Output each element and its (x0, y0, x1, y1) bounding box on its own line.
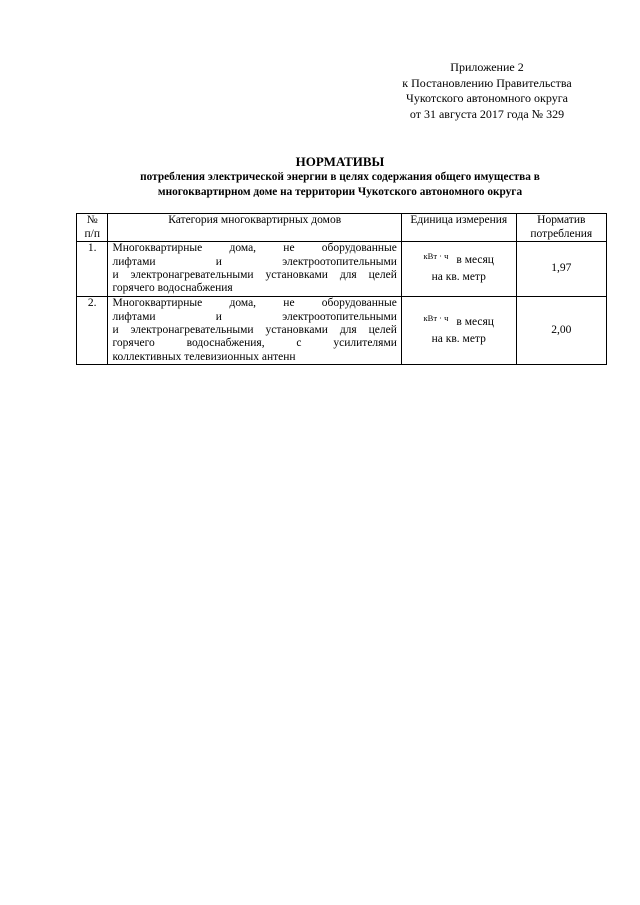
table-header-row (77, 214, 607, 242)
row-norm-value: 1,97 (516, 242, 606, 297)
category-line: лифтами и электроотопительными (112, 310, 397, 323)
annex-reference (380, 60, 594, 122)
row-norm-value: 2,00 (516, 297, 606, 365)
row-number: 2. (77, 297, 108, 365)
header-num: № п/п (77, 214, 108, 242)
header-norm: Норматив потребления (516, 214, 606, 242)
unit-kwh: кВт · ч (423, 251, 449, 262)
table-row (77, 242, 607, 297)
unit-per-sqm: на кв. метр (431, 271, 486, 284)
category-line: горячего водоснабжения (112, 282, 233, 295)
document-subtitle-line-1: потребления электрической энергии в целях содержания общего имущества в (140, 171, 540, 183)
category-line: коллективных телевизионных антенн (112, 350, 296, 363)
annex-date: от 31 августа 2017 года № 329 (409, 106, 565, 121)
table-row (77, 297, 607, 365)
row-unit (401, 242, 516, 297)
annex-decree: к Постановлению Правительства (402, 75, 572, 90)
document-subtitle-line-2: многоквартирном доме на территории Чукотского автономного округа (157, 185, 523, 198)
category-line: Многоквартирные дома, не оборудованные (112, 242, 397, 255)
norms-table (76, 213, 607, 365)
category-line: Многоквартирные дома, не оборудованные (112, 297, 397, 310)
row-category (108, 242, 401, 297)
category-line: горячего водоснабжения, с усилителями (112, 337, 397, 350)
row-unit (401, 297, 516, 365)
annex-region: Чукотского автономного округа (406, 91, 568, 105)
unit-per-sqm: на кв. метр (431, 332, 486, 345)
header-category: Категория многоквартирных домов (108, 214, 401, 242)
header-unit: Единица измерения (401, 214, 516, 242)
annex-title: Приложение 2 (450, 60, 524, 74)
unit-per-month: в месяц (456, 254, 494, 267)
row-category (108, 297, 401, 365)
unit-kwh: кВт · ч (423, 312, 449, 323)
category-line: лифтами и электроотопительными (112, 255, 397, 268)
document-heading (70, 153, 610, 199)
unit-per-month: в месяц (456, 315, 494, 328)
category-line: и электронагревательными установками для целей (112, 269, 397, 281)
row-number: 1. (77, 242, 108, 297)
category-line: и электронагревательными установками для целей (112, 324, 397, 336)
document-title: НОРМАТИВЫ (295, 154, 385, 169)
